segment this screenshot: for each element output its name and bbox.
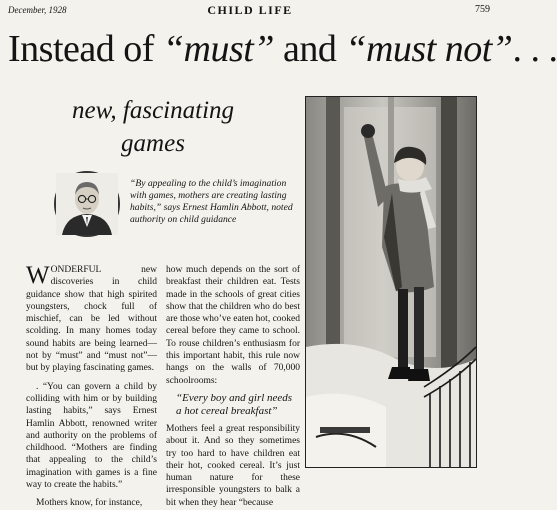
page-number: 759	[475, 4, 490, 15]
subheadline	[58, 94, 248, 160]
paragraph-5: Mothers feel a great responsibility about it. And so they sometimes try too hard to have children eat their hot, cooked cereal. It’s just human nature for these irresponsible youngsters to balk a bit when they hear “because	[166, 423, 300, 508]
headline-part1: Instead of	[8, 28, 163, 70]
subheadline-line2: games	[121, 130, 185, 157]
girl-in-winter-illustration	[306, 97, 476, 467]
dropcap: W	[26, 262, 50, 289]
headline-part2: and	[273, 28, 346, 70]
body-column-1	[26, 264, 157, 510]
pull-quote-abbott: “By appealing to the child’s imagination with games, mothers are creating lasting habits,” says Ernest Hamlin Abbott, noted authority on child guidance	[130, 178, 293, 225]
headline	[8, 27, 557, 71]
magazine-title: CHILD LIFE	[207, 3, 293, 17]
portrait-drawing	[56, 173, 118, 235]
paragraph-3: Mothers know, for instance,	[36, 498, 143, 509]
paragraph-2: . “You can govern a child by colliding with him or by building lasting habits,” says Ernest Hamlin Abbott, renowned writer and authority on the problems of childhood. “Mothers are finding that appealing to the child’s imagination with games is a fine way to create the habits.”	[26, 381, 157, 491]
illustration	[305, 96, 477, 468]
issue-date: December, 1928	[8, 5, 67, 15]
body-column-2	[166, 264, 300, 509]
paragraph-4: how much depends on the sort of breakfast their children eat. Tests made in the schools of great cities show that the children who do best are those who’ve eaten hot, cooked cereal before they came to school. To rouse children’s enthusiasm for this important habit, this rule now hangs on the walls of 70,000 schoolrooms:	[166, 265, 301, 386]
headline-part3: . . .	[512, 28, 557, 70]
pull-quote-hot-cereal: “Every boy and girl needs a hot cereal breakfast”	[176, 391, 293, 417]
headline-must: “must”	[162, 28, 274, 70]
subheadline-line1: new, fascinating	[71, 97, 235, 124]
author-portrait	[54, 171, 120, 237]
paragraph-1-text: ONDERFUL new discoveries in child guidance show that high spirited youngsters, chock full of mischief, can be led without scolding. In many homes today sound habits are being learned—not by “must” and “must not”—but by playing fascinating games.	[26, 265, 157, 374]
headline-must-not: “must not”	[345, 28, 513, 70]
paragraph-1	[26, 264, 157, 375]
